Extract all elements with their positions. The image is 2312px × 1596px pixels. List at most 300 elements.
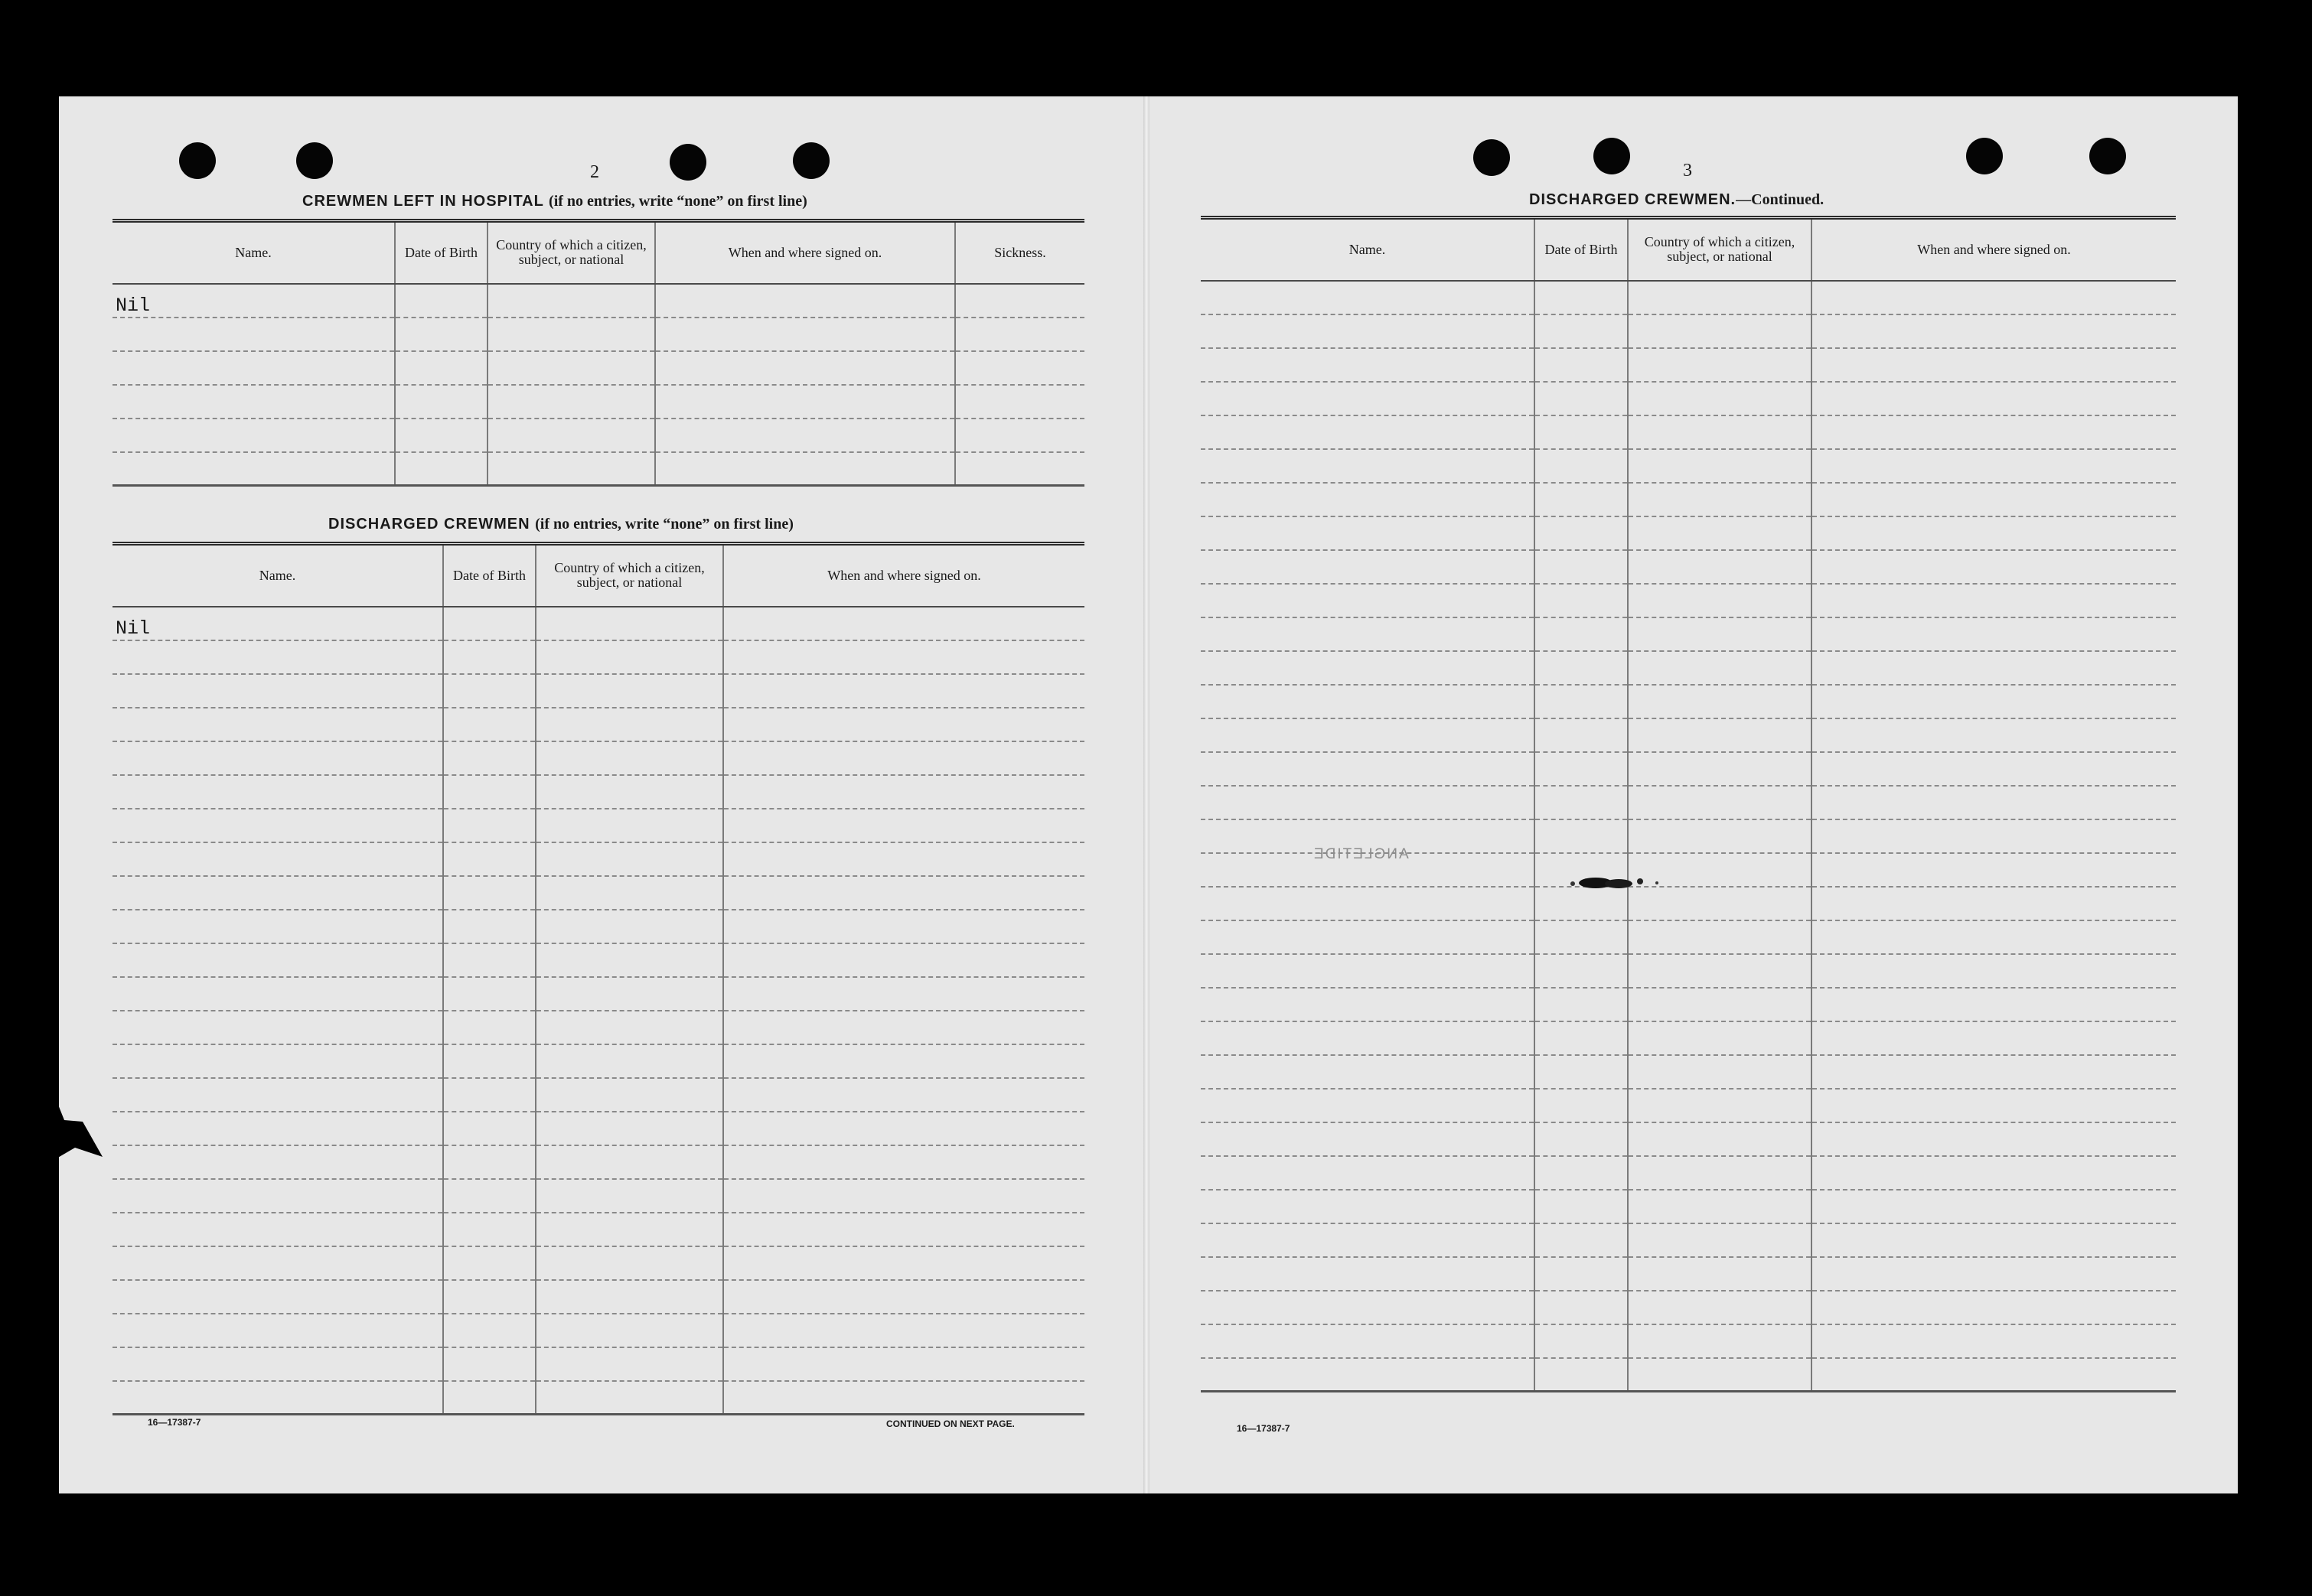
entry-cell — [1628, 685, 1811, 718]
entry-cell — [1534, 314, 1628, 348]
discharged-table-right — [1201, 216, 2176, 1392]
column-header-date-of-birth: Date of Birth — [1534, 218, 1628, 281]
table-row — [113, 1280, 1084, 1314]
name-cell — [113, 351, 395, 385]
entry-cell — [443, 775, 536, 809]
entry-cell — [723, 1213, 1084, 1246]
column-header-country: Country of which a citizen, subject, or national — [536, 544, 723, 607]
entry-cell — [536, 1044, 723, 1078]
table-row — [1201, 685, 2176, 718]
entry-cell — [655, 419, 955, 452]
name-cell — [113, 943, 443, 977]
entry-cell — [1534, 516, 1628, 550]
entry-cell — [1628, 483, 1811, 516]
entry-cell — [1811, 348, 2176, 382]
name-cell — [1201, 1358, 1534, 1392]
table-row — [113, 1314, 1084, 1347]
entry-cell — [1811, 1223, 2176, 1257]
entry-cell — [488, 351, 655, 385]
table-row — [113, 318, 1084, 351]
table-row — [1201, 1291, 2176, 1324]
entry-cell — [1534, 651, 1628, 685]
entry-cell — [1534, 954, 1628, 988]
table-row — [113, 452, 1084, 486]
table-row — [1201, 617, 2176, 651]
entry-cell — [1811, 584, 2176, 617]
entry-cell — [655, 318, 955, 351]
hospital-table — [113, 219, 1084, 487]
name-cell — [1201, 382, 1534, 415]
discharged-table-left — [113, 542, 1084, 1415]
table-row — [113, 775, 1084, 809]
entry-cell — [1811, 752, 2176, 786]
entry-cell — [723, 1280, 1084, 1314]
entry-cell — [1534, 1122, 1628, 1156]
name-cell — [1201, 449, 1534, 483]
table-row — [1201, 752, 2176, 786]
table-row — [113, 419, 1084, 452]
discharged-continued-title: DISCHARGED CREWMEN.—Continued. — [1529, 191, 1824, 208]
name-cell — [113, 1145, 443, 1179]
entry-cell — [1628, 281, 1811, 314]
table-row — [1201, 449, 2176, 483]
faint-stamp: ANGLETIDE — [1313, 846, 1409, 862]
entry-cell — [395, 351, 488, 385]
column-header-date-of-birth: Date of Birth — [443, 544, 536, 607]
table-row — [1201, 584, 2176, 617]
name-cell — [1201, 281, 1534, 314]
entry-cell — [1811, 920, 2176, 954]
entry-cell — [1628, 819, 1811, 853]
name-cell — [113, 741, 443, 775]
name-cell — [1201, 887, 1534, 920]
entry-cell — [1628, 584, 1811, 617]
entry-cell — [723, 809, 1084, 842]
table-row — [113, 1347, 1084, 1381]
entry-cell — [1534, 920, 1628, 954]
entry-cell — [955, 351, 1084, 385]
entry-cell — [723, 1044, 1084, 1078]
entry-cell — [1534, 685, 1628, 718]
entry-cell — [1811, 415, 2176, 449]
entry-cell — [536, 1280, 723, 1314]
entry-cell — [1811, 550, 2176, 584]
column-header-name: Name. — [113, 544, 443, 607]
entry-cell — [488, 452, 655, 486]
entry-cell — [536, 607, 723, 640]
name-cell — [113, 1246, 443, 1280]
table-row — [113, 1179, 1084, 1213]
entry-cell — [723, 1179, 1084, 1213]
name-cell — [1201, 1190, 1534, 1223]
punch-hole — [2089, 138, 2126, 174]
entry-cell — [443, 1314, 536, 1347]
punch-hole — [179, 142, 216, 179]
entry-cell — [443, 1213, 536, 1246]
entry-cell — [1534, 1089, 1628, 1122]
entry-cell — [723, 1381, 1084, 1415]
page-number-left: 2 — [590, 162, 599, 182]
entry-cell — [1811, 651, 2176, 685]
table-row — [113, 977, 1084, 1011]
entry-cell — [443, 607, 536, 640]
name-cell — [1201, 584, 1534, 617]
name-cell — [113, 1011, 443, 1044]
entry-cell — [1534, 1223, 1628, 1257]
entry-cell — [655, 351, 955, 385]
entry-cell — [1628, 1122, 1811, 1156]
name-cell — [113, 385, 395, 419]
entry-cell — [723, 708, 1084, 741]
name-cell — [1201, 920, 1534, 954]
table-row — [113, 842, 1084, 876]
entry-cell — [395, 284, 488, 318]
entry-cell — [536, 1246, 723, 1280]
entry-cell — [1628, 1324, 1811, 1358]
name-cell — [1201, 1291, 1534, 1324]
entry-cell — [1811, 617, 2176, 651]
table-row — [1201, 887, 2176, 920]
entry-cell — [1811, 1021, 2176, 1055]
entry-cell — [488, 318, 655, 351]
entry-cell — [1628, 1156, 1811, 1190]
entry-cell — [536, 1381, 723, 1415]
table-row — [1201, 1190, 2176, 1223]
name-cell — [113, 876, 443, 910]
table-row — [1201, 550, 2176, 584]
name-cell — [1201, 516, 1534, 550]
entry-cell — [536, 640, 723, 674]
entry-cell — [1628, 617, 1811, 651]
table-row — [113, 1078, 1084, 1112]
table-row — [113, 741, 1084, 775]
entry-cell — [1628, 1358, 1811, 1392]
entry-cell — [488, 419, 655, 452]
table-row — [113, 385, 1084, 419]
entry-cell — [1811, 1257, 2176, 1291]
name-cell — [113, 708, 443, 741]
entry-cell — [1628, 1257, 1811, 1291]
name-cell — [1201, 651, 1534, 685]
entry-cell — [536, 741, 723, 775]
entry-cell — [1628, 752, 1811, 786]
entry-cell — [1628, 1021, 1811, 1055]
page-number-right: 3 — [1683, 161, 1692, 181]
discharged-section-title: DISCHARGED CREWMEN (if no entries, write “none” on first line) — [328, 516, 794, 533]
name-cell — [1201, 348, 1534, 382]
table-row — [113, 943, 1084, 977]
entry-cell — [1534, 1021, 1628, 1055]
table-row — [113, 284, 1084, 318]
entry-cell — [655, 284, 955, 318]
entry-cell — [443, 1179, 536, 1213]
column-header-country: Country of which a citizen, subject, or national — [488, 221, 655, 284]
column-header-date-of-birth: Date of Birth — [395, 221, 488, 284]
entry-cell — [488, 284, 655, 318]
name-cell — [1201, 1257, 1534, 1291]
entry-cell — [955, 284, 1084, 318]
column-header-signed-on: When and where signed on. — [655, 221, 955, 284]
name-cell — [113, 1112, 443, 1145]
handwritten-entry: Nil — [113, 284, 395, 318]
name-cell — [1201, 617, 1534, 651]
table-row — [1201, 988, 2176, 1021]
continued-note: CONTINUED ON NEXT PAGE. — [886, 1418, 1015, 1429]
entry-cell — [723, 876, 1084, 910]
entry-cell — [723, 607, 1084, 640]
table-row — [113, 607, 1084, 640]
entry-cell — [395, 419, 488, 452]
entry-cell — [536, 977, 723, 1011]
table-row — [113, 1145, 1084, 1179]
entry-cell — [1811, 1291, 2176, 1324]
entry-cell — [536, 910, 723, 943]
entry-cell — [536, 775, 723, 809]
table-row — [1201, 382, 2176, 415]
entry-cell — [723, 1112, 1084, 1145]
entry-cell — [1811, 988, 2176, 1021]
entry-cell — [1534, 415, 1628, 449]
entry-cell — [1628, 382, 1811, 415]
name-cell — [1201, 685, 1534, 718]
entry-cell — [443, 977, 536, 1011]
table-row — [113, 1011, 1084, 1044]
entry-cell — [723, 943, 1084, 977]
entry-cell — [1811, 1358, 2176, 1392]
entry-cell — [1534, 1190, 1628, 1223]
name-cell — [113, 775, 443, 809]
entry-cell — [723, 1314, 1084, 1347]
entry-cell — [1811, 954, 2176, 988]
entry-cell — [955, 318, 1084, 351]
entry-cell — [443, 1044, 536, 1078]
hospital-table-body — [113, 284, 1084, 486]
entry-cell — [723, 842, 1084, 876]
entry-cell — [443, 910, 536, 943]
entry-cell — [1811, 1156, 2176, 1190]
entry-cell — [443, 1381, 536, 1415]
entry-cell — [1534, 819, 1628, 853]
entry-cell — [1534, 1156, 1628, 1190]
entry-cell — [1628, 786, 1811, 819]
entry-cell — [1628, 314, 1811, 348]
name-cell — [113, 842, 443, 876]
entry-cell — [395, 385, 488, 419]
entry-cell — [1534, 1291, 1628, 1324]
table-row — [113, 674, 1084, 708]
entry-cell — [1811, 449, 2176, 483]
name-cell — [1201, 1021, 1534, 1055]
entry-cell — [655, 385, 955, 419]
table-row — [1201, 483, 2176, 516]
column-header-name: Name. — [1201, 218, 1534, 281]
punch-hole — [1593, 138, 1630, 174]
entry-cell — [1811, 1055, 2176, 1089]
name-cell — [1201, 718, 1534, 752]
table-row — [1201, 1156, 2176, 1190]
entry-cell — [1628, 651, 1811, 685]
name-cell — [113, 1314, 443, 1347]
entry-cell — [1811, 1324, 2176, 1358]
entry-cell — [1811, 718, 2176, 752]
entry-cell — [395, 452, 488, 486]
table-row — [1201, 415, 2176, 449]
punch-hole — [793, 142, 830, 179]
column-header-name: Name. — [113, 221, 395, 284]
name-cell — [113, 452, 395, 486]
entry-cell — [1811, 1122, 2176, 1156]
entry-cell — [536, 1011, 723, 1044]
name-cell — [1201, 550, 1534, 584]
entry-cell — [443, 741, 536, 775]
entry-cell — [1628, 1055, 1811, 1089]
entry-cell — [395, 318, 488, 351]
entry-cell — [536, 842, 723, 876]
entry-cell — [488, 385, 655, 419]
name-cell — [113, 809, 443, 842]
entry-cell — [536, 1213, 723, 1246]
entry-cell — [1811, 314, 2176, 348]
entry-cell — [1628, 954, 1811, 988]
entry-cell — [1811, 382, 2176, 415]
table-row — [1201, 1055, 2176, 1089]
entry-cell — [443, 842, 536, 876]
name-cell — [113, 977, 443, 1011]
hospital-section-title: CREWMEN LEFT IN HOSPITAL (if no entries, write “none” on first line) — [302, 193, 807, 210]
entry-cell — [723, 1078, 1084, 1112]
entry-cell — [1628, 1190, 1811, 1223]
entry-cell — [1628, 516, 1811, 550]
entry-cell — [1811, 516, 2176, 550]
punch-hole — [670, 144, 706, 181]
entry-cell — [443, 640, 536, 674]
name-cell — [1201, 314, 1534, 348]
table-row — [113, 351, 1084, 385]
entry-cell — [723, 977, 1084, 1011]
entry-cell — [443, 1347, 536, 1381]
table-row — [1201, 1089, 2176, 1122]
table-row — [1201, 314, 2176, 348]
entry-cell — [443, 876, 536, 910]
entry-cell — [1628, 449, 1811, 483]
entry-cell — [723, 1145, 1084, 1179]
entry-cell — [955, 385, 1084, 419]
name-cell — [113, 1280, 443, 1314]
name-cell — [113, 318, 395, 351]
column-header-signed-on: When and where signed on. — [1811, 218, 2176, 281]
entry-cell — [723, 674, 1084, 708]
name-cell — [1201, 415, 1534, 449]
entry-cell — [536, 1179, 723, 1213]
entry-cell — [1811, 819, 2176, 853]
entry-cell — [443, 708, 536, 741]
entry-cell — [1811, 685, 2176, 718]
name-cell — [1201, 1156, 1534, 1190]
entry-cell — [1628, 550, 1811, 584]
name-cell — [1201, 752, 1534, 786]
punch-hole — [1473, 139, 1510, 176]
page-fold — [1143, 96, 1149, 1493]
entry-cell — [536, 708, 723, 741]
table-row — [113, 809, 1084, 842]
entry-cell — [443, 1246, 536, 1280]
entry-cell — [1811, 887, 2176, 920]
entry-cell — [443, 1011, 536, 1044]
entry-cell — [1811, 1089, 2176, 1122]
table-row — [1201, 516, 2176, 550]
name-cell — [1201, 1122, 1534, 1156]
table-row — [113, 1381, 1084, 1415]
entry-cell — [1534, 449, 1628, 483]
entry-cell — [655, 452, 955, 486]
table-row — [113, 1044, 1084, 1078]
entry-cell — [1811, 281, 2176, 314]
table-row — [1201, 281, 2176, 314]
name-cell — [113, 910, 443, 943]
entry-cell — [1534, 281, 1628, 314]
table-row — [1201, 1122, 2176, 1156]
name-cell — [113, 1179, 443, 1213]
table-row — [1201, 348, 2176, 382]
punch-hole — [1966, 138, 2003, 174]
entry-cell — [536, 1078, 723, 1112]
name-cell — [113, 419, 395, 452]
entry-cell — [443, 809, 536, 842]
name-cell — [113, 1044, 443, 1078]
name-cell — [1201, 988, 1534, 1021]
table-row — [1201, 786, 2176, 819]
entry-cell — [443, 1078, 536, 1112]
entry-cell — [723, 775, 1084, 809]
table-row — [113, 640, 1084, 674]
entry-cell — [1811, 483, 2176, 516]
name-cell — [113, 1213, 443, 1246]
column-header-sickness: Sickness. — [955, 221, 1084, 284]
entry-cell — [1534, 382, 1628, 415]
table-row — [113, 910, 1084, 943]
name-cell — [1201, 1055, 1534, 1089]
name-cell — [113, 1078, 443, 1112]
table-row — [1201, 718, 2176, 752]
entry-cell — [536, 1347, 723, 1381]
entry-cell — [1534, 584, 1628, 617]
entry-cell — [443, 1280, 536, 1314]
entry-cell — [1534, 550, 1628, 584]
entry-cell — [536, 809, 723, 842]
entry-cell — [723, 1246, 1084, 1280]
name-cell — [113, 1347, 443, 1381]
table-row — [113, 1213, 1084, 1246]
entry-cell — [1628, 415, 1811, 449]
ink-smudge — [1542, 872, 1680, 894]
entry-cell — [443, 1145, 536, 1179]
name-cell — [1201, 483, 1534, 516]
name-cell — [113, 1381, 443, 1415]
entry-cell — [1534, 752, 1628, 786]
table-row — [113, 1246, 1084, 1280]
entry-cell — [536, 1112, 723, 1145]
entry-cell — [723, 741, 1084, 775]
entry-cell — [1628, 920, 1811, 954]
entry-cell — [723, 1347, 1084, 1381]
entry-cell — [1534, 1055, 1628, 1089]
entry-cell — [1628, 1291, 1811, 1324]
form-code-left: 16—17387-7 — [148, 1417, 201, 1428]
entry-cell — [1811, 786, 2176, 819]
name-cell — [1201, 1324, 1534, 1358]
entry-cell — [536, 1314, 723, 1347]
entry-cell — [1534, 617, 1628, 651]
